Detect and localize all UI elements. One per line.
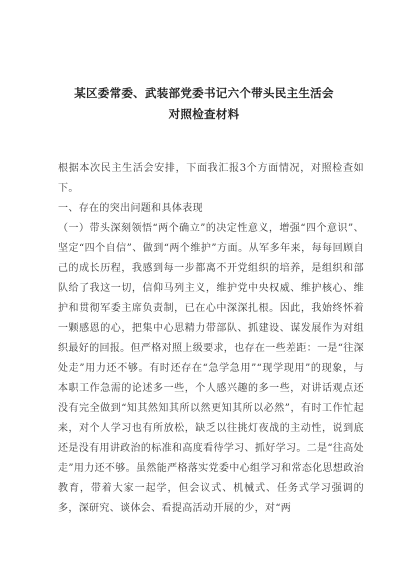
title-line-1: 某区委常委、武装部党委书记六个带头民主生活会 bbox=[74, 86, 334, 100]
document-body bbox=[58, 159, 364, 519]
title-line-2: 对照检查材料 bbox=[168, 107, 240, 121]
document-title bbox=[44, 0, 364, 125]
section-heading-1: 一、存在的突出问题和具体表现 bbox=[58, 203, 203, 214]
intro-paragraph: 根据本次民主生活会安排，下面我汇报3个方面情况，对照检查如下。 bbox=[58, 163, 364, 194]
body-paragraph-1: （一）带头深刻领悟“两个确立”的决定性意义，增强“四个意识”、坚定“四个自信”、做到“两个维护”方面。从军多年来，每每回顾自己的成长历程，我感到每一步都离不开党组织的培养，是组织和部队给了我这一切，信仰马列主义，维护党中央权威、维护核心、维护和贯彻军委主席负责制，已在心中深深扎根。因此，我始终怀着一颗感恩的心，把集中心思精力带部队、抓建设、谋发展作为对组织最好的回报。但严格对照上级要求，也存在一些差距：一是“往深处走”用力还不够。有时还存在“急学急用”“现学现用”的现象，与本职工作急需的论述多一些，个人感兴趣的多一些，对讲话观点还没有完全做到“知其然知其所以然更知其所以必然”，有时工作忙起来，对个人学习也有所放松，缺乏以往挑灯夜战的主动性，说到底还是没有用讲政治的标准和高度看待学习、抓好学习。二是“往高处走”用力还不够。虽然能严格落实党委中心组学习和常态化思想政治教育，带着大家一起学，但会议式、机械式、任务式学习强调的多，深研究、谈体会、看提高活动开展的少，对“两 bbox=[58, 223, 364, 514]
